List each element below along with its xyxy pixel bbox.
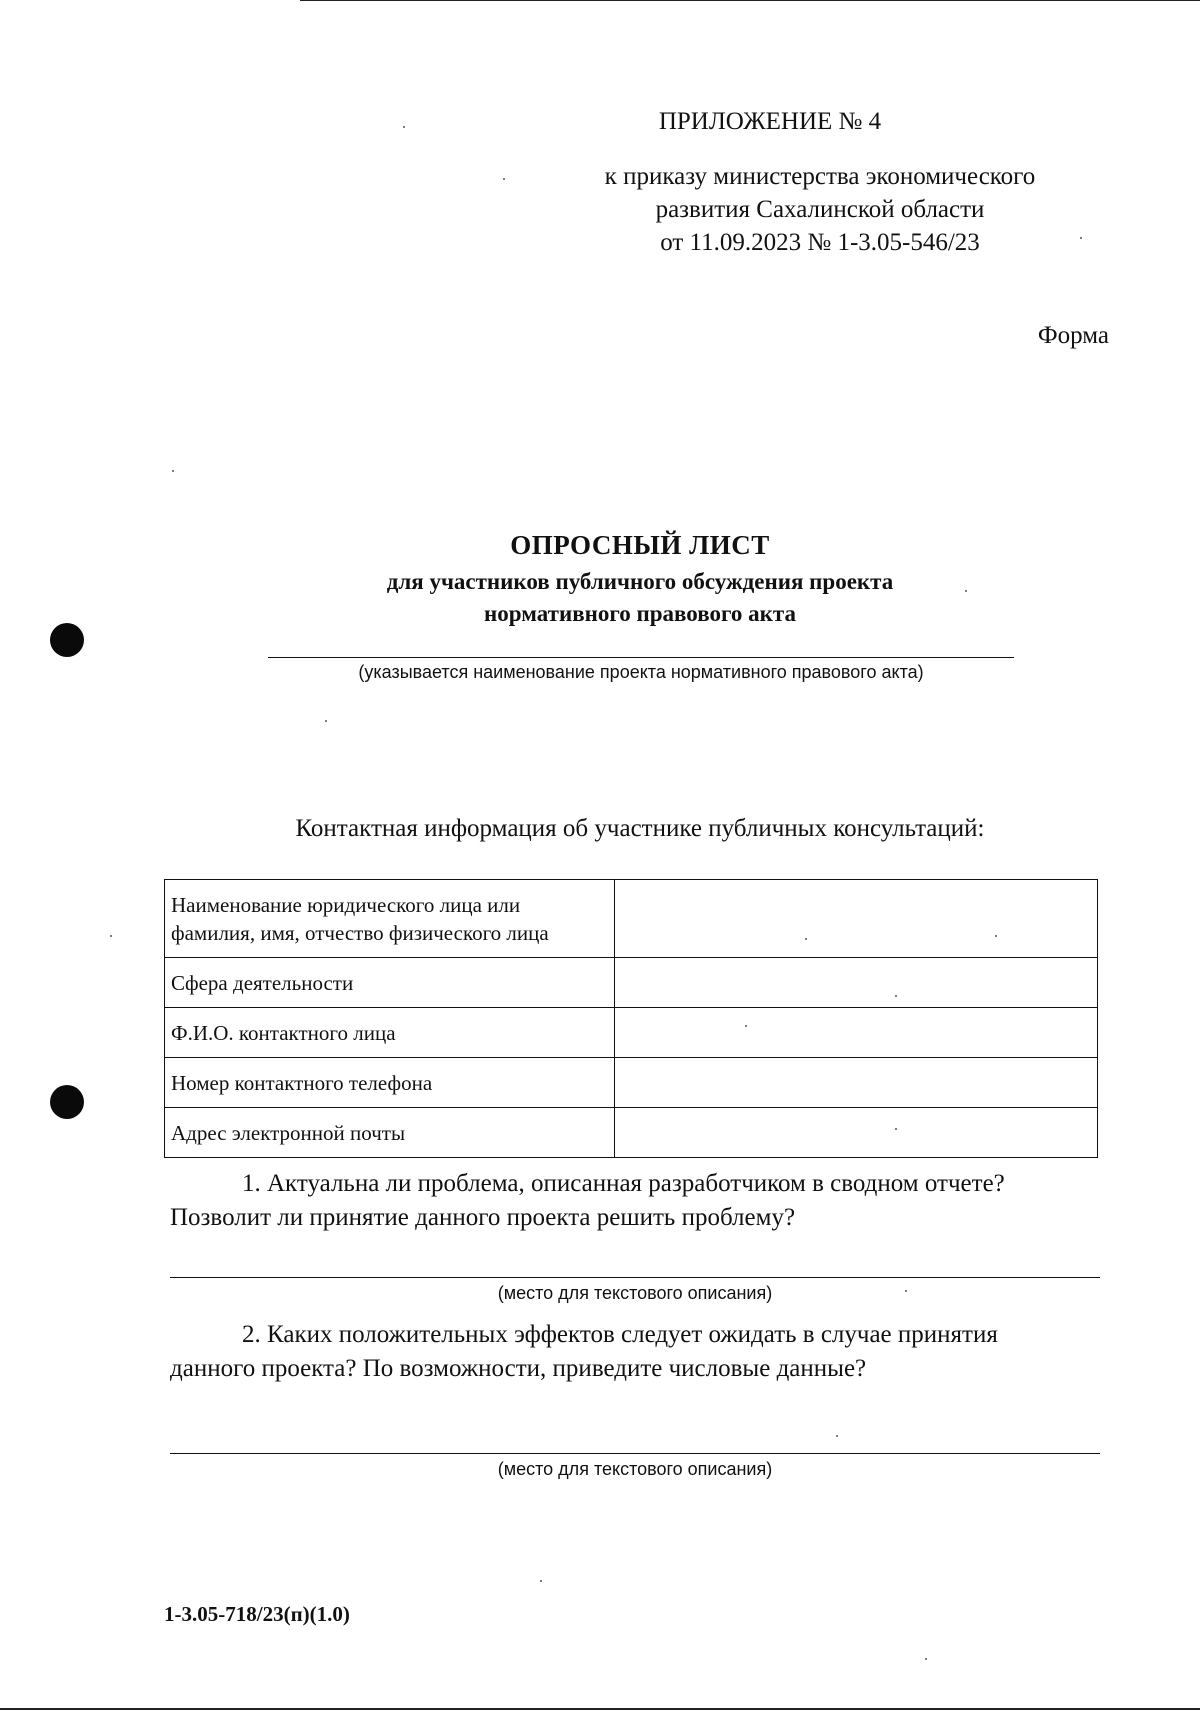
scan-speck bbox=[1080, 237, 1082, 239]
row-label-line: Наименование юридического лица или bbox=[171, 892, 521, 917]
punch-hole-lower bbox=[50, 1085, 84, 1119]
table-row bbox=[165, 958, 1098, 1008]
table-row bbox=[165, 1108, 1098, 1158]
contact-heading: Контактная информация об участнике публичных консультаций: bbox=[295, 815, 985, 842]
phone-field[interactable] bbox=[615, 1058, 1098, 1108]
scan-speck bbox=[503, 178, 505, 180]
scan-speck bbox=[403, 126, 405, 128]
question-text: 1. Актуальна ли проблема, описанная разработчиком в сводном отчете? bbox=[242, 1170, 1005, 1197]
scan-top-edge bbox=[300, 0, 1200, 1]
answer-caption-1: (место для текстового описания) bbox=[497, 1283, 773, 1303]
scan-speck bbox=[325, 720, 327, 722]
answer-line-2[interactable] bbox=[170, 1453, 1100, 1454]
scan-speck bbox=[172, 470, 174, 472]
act-name-line bbox=[268, 657, 1014, 658]
org-name-field[interactable] bbox=[615, 880, 1098, 958]
answer-caption-2: (место для текстового описания) bbox=[497, 1459, 773, 1479]
row-label-line: фамилия, имя, отчество физического лица bbox=[171, 920, 549, 945]
scan-bottom-edge bbox=[0, 1708, 1200, 1710]
question-2 bbox=[170, 1318, 1112, 1386]
document-number: 1-3.05-718/23(п)(1.0) bbox=[164, 1602, 350, 1626]
question-text: данного проекта? По возможности, приведите числовые данные? bbox=[170, 1355, 867, 1382]
question-1 bbox=[170, 1167, 1112, 1235]
scan-speck bbox=[925, 1658, 927, 1660]
appendix-reference bbox=[560, 160, 1080, 259]
form-label: Форма bbox=[1037, 322, 1109, 349]
scan-speck bbox=[540, 1580, 542, 1582]
row-label bbox=[165, 880, 615, 958]
row-label: Сфера деятельности bbox=[165, 958, 615, 1008]
scan-speck bbox=[110, 935, 112, 937]
document-subtitle bbox=[0, 566, 1200, 630]
row-label: Ф.И.О. контактного лица bbox=[165, 1008, 615, 1058]
table-row bbox=[165, 1008, 1098, 1058]
appendix-line: развития Сахалинской области bbox=[655, 196, 985, 223]
appendix-line: от 11.09.2023 № 1-3.05-546/23 bbox=[660, 229, 980, 256]
answer-line-1[interactable] bbox=[170, 1277, 1100, 1278]
contact-table bbox=[164, 879, 1098, 1158]
appendix-title: ПРИЛОЖЕНИЕ № 4 bbox=[658, 108, 882, 135]
question-text: 2. Каких положительных эффектов следует ожидать в случае принятия bbox=[242, 1321, 998, 1348]
subtitle-line: для участников публичного обсуждения проекта bbox=[386, 569, 894, 594]
row-label: Номер контактного телефона bbox=[165, 1058, 615, 1108]
appendix-line: к приказу министерства экономического bbox=[604, 163, 1036, 190]
subtitle-line: нормативного правового акта bbox=[484, 601, 796, 626]
activity-field[interactable] bbox=[615, 958, 1098, 1008]
document-title: ОПРОСНЫЙ ЛИСТ bbox=[510, 530, 770, 560]
table-row bbox=[165, 880, 1098, 958]
contact-person-field[interactable] bbox=[615, 1008, 1098, 1058]
email-field[interactable] bbox=[615, 1108, 1098, 1158]
row-label: Адрес электронной почты bbox=[165, 1108, 615, 1158]
table-row bbox=[165, 1058, 1098, 1108]
act-name-caption: (указывается наименование проекта нормативного правового акта) bbox=[358, 662, 924, 682]
question-text: Позволит ли принятие данного проекта решить проблему? bbox=[170, 1204, 796, 1231]
scan-speck bbox=[836, 1435, 838, 1437]
